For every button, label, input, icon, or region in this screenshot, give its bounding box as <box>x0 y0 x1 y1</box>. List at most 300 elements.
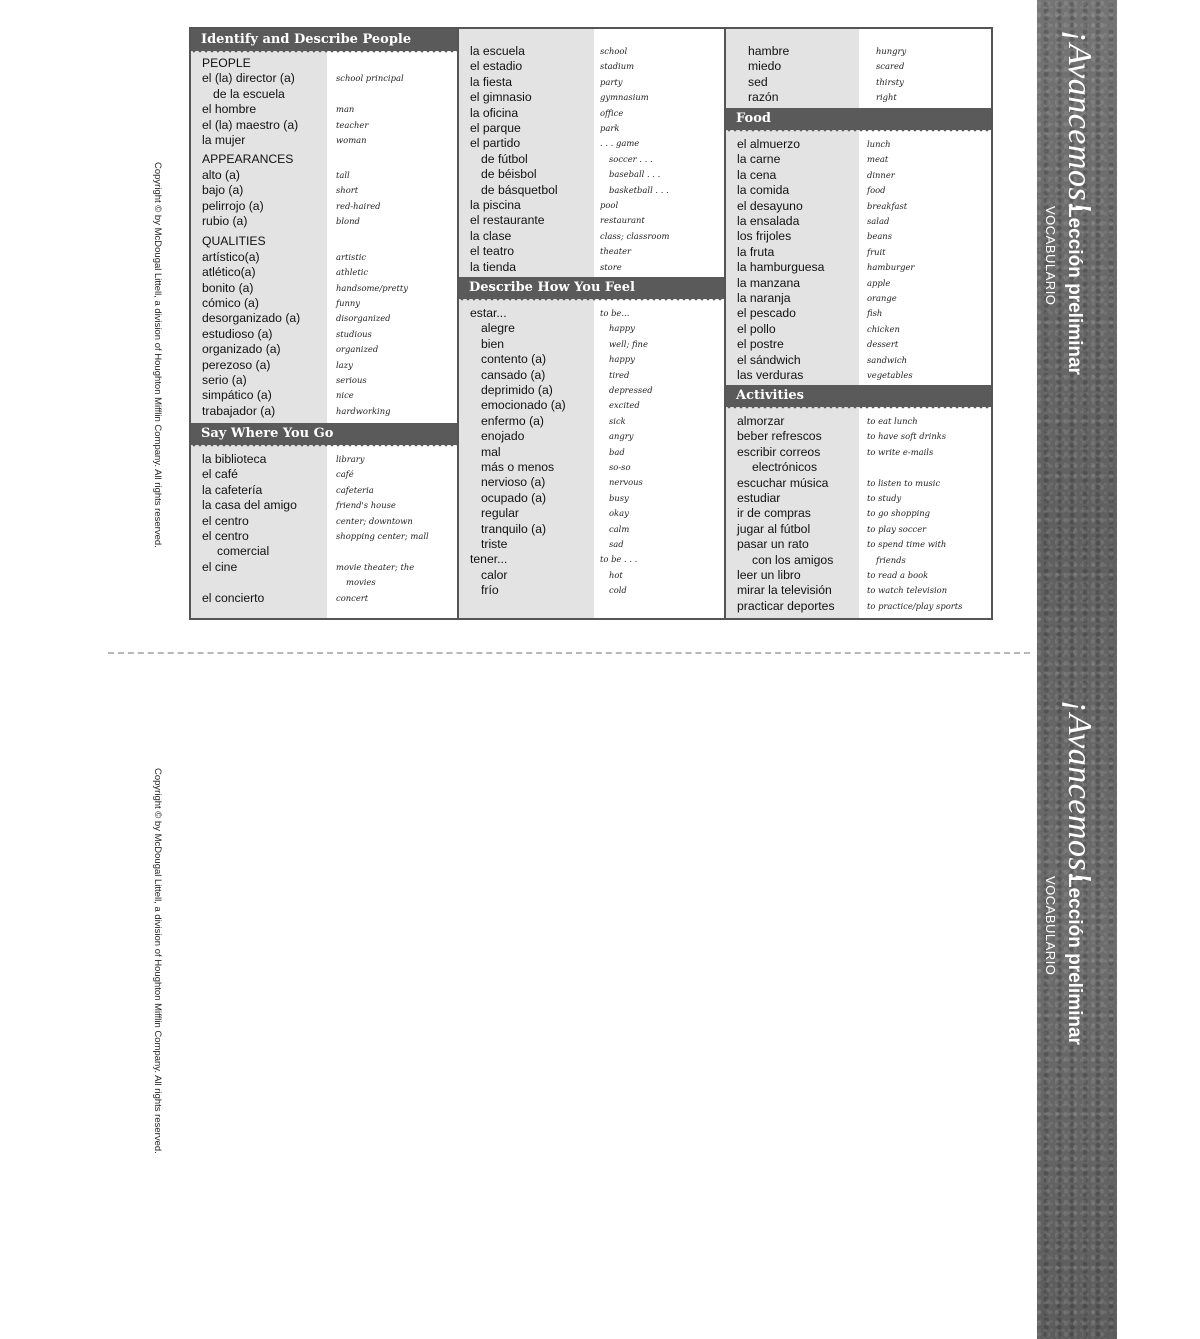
vocab-row <box>459 213 724 228</box>
english-term: to eat lunch <box>867 416 918 426</box>
english-term: to be... <box>600 308 630 318</box>
spanish-term: el almuerzo <box>737 137 800 151</box>
vocab-row <box>726 353 991 368</box>
spanish-term: cansado (a) <box>481 367 546 382</box>
spanish-term: contento (a) <box>481 352 547 367</box>
section-header-food: Food <box>726 108 991 130</box>
spanish-term: regular <box>481 506 519 521</box>
vocab-row <box>459 460 724 475</box>
english-term: store <box>600 261 622 272</box>
english-term: café <box>336 469 354 480</box>
english-term: school principal <box>336 73 404 84</box>
spanish-term: perezoso (a) <box>202 357 271 372</box>
spanish-term: los frijoles <box>737 229 792 244</box>
spanish-term: bonito (a) <box>202 280 254 295</box>
english-term: theater <box>600 246 632 257</box>
english-term: movies <box>346 577 376 588</box>
english-term: right <box>876 92 897 103</box>
english-term: movie theater; the <box>336 561 415 572</box>
spanish-term: el parque <box>470 121 521 135</box>
vocab-row <box>459 522 724 537</box>
spanish-term: la tienda <box>470 259 517 274</box>
spanish-term: de la escuela <box>213 86 285 101</box>
vocab-row <box>459 414 724 429</box>
spanish-term: trabajador (a) <box>202 403 276 418</box>
section-header-say-where-you-go: Say Where You Go <box>191 423 457 445</box>
english-term: well; fine <box>609 338 648 349</box>
vocab-row <box>459 568 724 583</box>
english-term: to write e-mails <box>867 446 934 457</box>
vocab-column-2 <box>459 29 726 618</box>
english-term: disorganized <box>336 313 391 324</box>
lesson-title-top: Lección preliminar <box>1064 206 1085 375</box>
brand-title-bottom: ¡Avancemos! <box>1061 700 1098 884</box>
vocab-row <box>726 537 991 552</box>
english-term: food <box>867 185 886 196</box>
spanish-term: electrónicos <box>752 460 818 475</box>
english-term: friends <box>876 554 906 565</box>
spanish-term: atlético(a) <box>202 265 256 280</box>
vocab-row <box>191 87 457 102</box>
spanish-term: jugar al fútbol <box>737 521 811 536</box>
vocab-row <box>459 475 724 490</box>
brand-title-top: ¡Avancemos! <box>1061 30 1098 214</box>
spanish-term: miedo <box>748 59 782 74</box>
english-term: to practice/play sports <box>867 600 963 611</box>
vocab-row <box>191 281 457 296</box>
vocab-row <box>459 383 724 398</box>
spanish-term: PEOPLE <box>202 56 251 70</box>
english-term: fruit <box>867 246 886 257</box>
english-term: scared <box>876 61 905 72</box>
vocab-row <box>726 229 991 244</box>
vocab-row <box>191 342 457 357</box>
english-term: office <box>600 107 624 118</box>
english-term: fish <box>867 308 883 319</box>
vocab-row <box>191 214 457 229</box>
spanish-term: el partido <box>470 136 521 151</box>
english-term: gymnasium <box>600 92 649 103</box>
vocab-row <box>459 244 724 259</box>
spanish-term: comercial <box>217 544 270 559</box>
english-term: orange <box>867 293 897 303</box>
spanish-term: de fútbol <box>481 151 528 166</box>
vocab-row <box>726 491 991 506</box>
english-term: hungry <box>876 46 907 56</box>
spanish-term: la escuela <box>470 44 525 58</box>
spanish-term: la oficina <box>470 105 519 120</box>
spanish-term: el hombre <box>202 102 257 117</box>
english-term: . . . game <box>600 138 640 149</box>
english-term: happy <box>609 354 635 365</box>
vocab-row <box>191 234 457 249</box>
english-term: park <box>600 123 620 133</box>
vocab-row <box>726 553 991 568</box>
vocab-row <box>459 352 724 367</box>
spanish-term: el pollo <box>737 321 776 336</box>
english-term: to play soccer <box>867 523 927 534</box>
spanish-term: el desayuno <box>737 198 803 213</box>
vocab-row <box>459 183 724 198</box>
section-subtitle-bottom: VOCABULARIO <box>1043 876 1058 976</box>
english-term: class; classroom <box>600 230 670 241</box>
vocab-row <box>459 90 724 105</box>
spanish-term: el estadio <box>470 59 523 74</box>
english-term: hot <box>609 569 623 580</box>
vocab-row <box>191 514 457 529</box>
spanish-term: la ensalada <box>737 214 800 228</box>
section-header-activities: Activities <box>726 385 991 407</box>
spanish-term: la fruta <box>737 244 775 259</box>
spanish-term: calor <box>481 567 508 582</box>
spanish-term: cómico (a) <box>202 296 259 310</box>
spanish-term: desorganizado (a) <box>202 311 301 326</box>
vocab-row <box>459 552 724 567</box>
vocab-row <box>459 398 724 413</box>
spanish-term: de básquetbol <box>481 182 558 197</box>
english-term: apple <box>867 277 891 288</box>
vocab-row <box>726 322 991 337</box>
spanish-term: serio (a) <box>202 373 247 387</box>
vocab-row <box>459 537 724 552</box>
english-term: red-haired <box>336 200 381 211</box>
english-term: excited <box>609 400 640 411</box>
english-term: happy <box>609 323 635 334</box>
vocab-row <box>726 75 991 90</box>
english-term: sick <box>609 415 626 426</box>
spanish-term: ocupado (a) <box>481 490 547 505</box>
vocab-row <box>459 44 724 59</box>
english-term: short <box>336 185 359 196</box>
vocab-row <box>191 296 457 311</box>
spanish-term: con los amigos <box>752 552 834 567</box>
vocab-row <box>726 445 991 460</box>
spanish-term: la naranja <box>737 291 791 305</box>
english-term: chicken <box>867 323 900 334</box>
english-term: okay <box>609 508 629 519</box>
vocab-row <box>191 358 457 373</box>
spanish-term: más o menos <box>481 460 555 474</box>
spanish-term: tener... <box>470 552 508 567</box>
english-term: bad <box>609 446 625 457</box>
vocab-row <box>191 183 457 198</box>
vocab-row <box>726 337 991 352</box>
vocab-row <box>191 483 457 498</box>
english-term: serious <box>336 375 367 385</box>
spanish-term: el postre <box>737 337 784 352</box>
spanish-term: leer un libro <box>737 568 801 582</box>
vocab-row <box>459 491 724 506</box>
vocab-row <box>726 568 991 583</box>
english-term: vegetables <box>867 370 913 380</box>
spanish-term: pasar un rato <box>737 537 809 552</box>
vocab-row <box>191 327 457 342</box>
spanish-term: la clase <box>470 228 512 243</box>
spanish-term: el sándwich <box>737 352 801 367</box>
vocab-row <box>191 250 457 265</box>
spanish-term: estudiar <box>737 491 781 505</box>
english-term: dinner <box>867 169 895 180</box>
spanish-term: razón <box>748 90 779 105</box>
vocab-row <box>191 404 457 419</box>
spanish-term: rubio (a) <box>202 214 248 228</box>
vocab-row <box>726 460 991 475</box>
spanish-term: la casa del amigo <box>202 498 297 513</box>
spanish-term: nervioso (a) <box>481 475 546 490</box>
vocab-row <box>726 214 991 229</box>
english-term: hardworking <box>336 405 391 416</box>
spanish-term: sed <box>748 74 768 89</box>
vocab-row <box>191 452 457 467</box>
english-term: meat <box>867 154 889 165</box>
spanish-term: deprimido (a) <box>481 383 553 397</box>
spanish-term: artístico(a) <box>202 249 260 264</box>
vocab-row <box>726 199 991 214</box>
vocab-row <box>191 152 457 167</box>
vocab-row <box>191 71 457 86</box>
vocab-row <box>459 260 724 275</box>
english-term: man <box>336 104 355 115</box>
vocab-row <box>191 373 457 388</box>
spanish-term: las verduras <box>737 368 804 382</box>
english-term: angry <box>609 431 634 442</box>
vocab-row <box>459 167 724 182</box>
spanish-term: enfermo (a) <box>481 413 544 428</box>
english-term: woman <box>336 135 367 145</box>
spanish-term: el restaurante <box>470 213 545 228</box>
english-term: breakfast <box>867 200 908 211</box>
spanish-term: ir de compras <box>737 506 811 521</box>
spanish-term: organizado (a) <box>202 342 281 357</box>
english-term: artistic <box>336 251 367 262</box>
section-header-describe-how-you-feel: Describe How You Feel <box>459 277 724 299</box>
spanish-term: el (la) maestro (a) <box>202 117 299 132</box>
vocab-row <box>726 59 991 74</box>
vocab-row <box>726 368 991 383</box>
spanish-term: la carne <box>737 152 781 167</box>
spanish-term: la piscina <box>470 198 521 212</box>
spanish-term: enojado <box>481 429 525 444</box>
vocab-row <box>191 168 457 183</box>
english-term: library <box>336 454 365 464</box>
spanish-term: la cafetería <box>202 482 263 497</box>
spanish-term: la manzana <box>737 275 801 290</box>
english-term: to study <box>867 493 902 503</box>
english-term: funny <box>336 298 361 308</box>
spanish-term: practicar deportes <box>737 598 835 613</box>
spanish-term: el gimnasio <box>470 90 532 105</box>
english-term: to listen to music <box>867 477 941 488</box>
vocab-row <box>191 498 457 513</box>
spanish-term: escuchar música <box>737 475 829 490</box>
spanish-term: escribir correos <box>737 444 821 459</box>
vocab-row <box>459 198 724 213</box>
english-term: salad <box>867 216 890 226</box>
english-term: busy <box>609 492 629 503</box>
english-term: handsome/pretty <box>336 282 408 293</box>
vocab-row <box>459 321 724 336</box>
vocab-row <box>459 121 724 136</box>
english-term: hamburger <box>867 262 915 273</box>
vocab-row <box>726 152 991 167</box>
vocab-row <box>726 583 991 598</box>
spanish-term: tranquilo (a) <box>481 521 547 536</box>
vocab-row <box>191 199 457 214</box>
spanish-term: el pescado <box>737 306 796 321</box>
spanish-term: la fiesta <box>470 74 513 89</box>
vocab-row <box>726 168 991 183</box>
vocab-row <box>459 306 724 321</box>
english-term: studious <box>336 328 372 339</box>
vocab-row <box>726 44 991 59</box>
vocab-row <box>726 183 991 198</box>
vocab-row <box>726 414 991 429</box>
english-term: to watch television <box>867 585 948 596</box>
vocab-row <box>191 529 457 544</box>
english-term: nervous <box>609 477 643 488</box>
vocab-row <box>726 306 991 321</box>
vocab-row <box>191 265 457 280</box>
vocab-row <box>459 152 724 167</box>
vocab-row <box>459 337 724 352</box>
spanish-term: hambre <box>748 44 790 58</box>
spanish-term: alegre <box>481 321 515 336</box>
vocab-row <box>459 59 724 74</box>
english-term: party <box>600 76 623 87</box>
spanish-term: emocionado (a) <box>481 398 566 413</box>
vocab-row <box>459 583 724 598</box>
vocab-row <box>459 445 724 460</box>
vocab-row <box>191 560 457 575</box>
spanish-term: de béisbol <box>481 167 537 182</box>
vocab-row <box>459 368 724 383</box>
spanish-term: el centro <box>202 529 249 543</box>
vocab-row <box>726 291 991 306</box>
section-subtitle-top: VOCABULARIO <box>1043 206 1058 306</box>
english-term: to have soft drinks <box>867 431 947 442</box>
vocab-row <box>459 229 724 244</box>
vocab-row <box>459 75 724 90</box>
spanish-term: triste <box>481 537 508 551</box>
vocab-row <box>191 388 457 403</box>
spanish-term: bajo (a) <box>202 183 244 198</box>
spanish-term: la comida <box>737 183 790 198</box>
spanish-term: el café <box>202 467 238 482</box>
english-term: teacher <box>336 119 369 130</box>
vocab-row <box>726 276 991 291</box>
vocab-row <box>191 467 457 482</box>
english-term: lunch <box>867 139 891 149</box>
vocab-row <box>459 136 724 151</box>
spanish-term: almorzar <box>737 414 785 428</box>
english-term: sandwich <box>867 354 907 365</box>
english-term: dessert <box>867 339 899 350</box>
vocabulary-card <box>189 27 993 620</box>
copyright-notice-bottom: Copyright © by McDougal Littell, a division of Houghton Mifflin Company. All rights reserved. <box>152 768 163 1154</box>
vocab-row <box>191 544 457 559</box>
vocab-row <box>726 260 991 275</box>
lesson-title-bottom: Lección preliminar <box>1064 876 1085 1045</box>
english-term: to go shopping <box>867 508 931 519</box>
english-term: basketball . . . <box>609 184 669 195</box>
spanish-term: el concierto <box>202 590 265 605</box>
category-label: APPEARANCES <box>202 152 294 167</box>
english-term: thirsty <box>876 76 904 87</box>
vocab-row <box>726 137 991 152</box>
spanish-term: la cena <box>737 167 777 182</box>
english-term: blond <box>336 216 360 226</box>
english-term: concert <box>336 592 369 603</box>
spanish-term: frío <box>481 583 499 598</box>
english-term: restaurant <box>600 215 645 226</box>
english-term: organized <box>336 344 379 355</box>
english-term: school <box>600 46 628 56</box>
spanish-term: alto (a) <box>202 167 240 182</box>
english-term: shopping center; mall <box>336 531 429 541</box>
english-term: beans <box>867 231 893 242</box>
vocab-row <box>726 429 991 444</box>
english-term: athletic <box>336 267 369 278</box>
english-term: friend's house <box>336 500 396 511</box>
english-term: lazy <box>336 359 353 370</box>
english-term: so-so <box>609 462 631 472</box>
spanish-term: el (la) director (a) <box>202 71 295 86</box>
vocab-row <box>459 106 724 121</box>
spanish-term: mirar la televisión <box>737 583 832 598</box>
english-term: tall <box>336 169 350 180</box>
vocab-row <box>726 476 991 491</box>
category-label: QUALITIES <box>202 234 266 249</box>
spanish-term: pelirrojo (a) <box>202 198 264 213</box>
spanish-term: el teatro <box>470 244 515 259</box>
vocab-row <box>726 90 991 105</box>
english-term: sad <box>609 539 624 549</box>
english-term: tired <box>609 369 630 380</box>
vocab-column-1 <box>191 29 459 618</box>
spanish-term: estar... <box>470 306 507 320</box>
english-term: nice <box>336 390 354 401</box>
english-term: to spend time with <box>867 539 947 550</box>
spanish-term: la mujer <box>202 133 246 147</box>
dashed-cut-line <box>108 652 1030 654</box>
vocab-column-3 <box>726 29 991 618</box>
section-header-identify-people: Identify and Describe People <box>191 29 457 51</box>
vocab-row <box>459 429 724 444</box>
english-term: to read a book <box>867 570 929 580</box>
spanish-term: la biblioteca <box>202 452 267 466</box>
english-term: pool <box>600 200 619 210</box>
english-term: depressed <box>609 385 653 395</box>
vocab-row <box>191 591 457 606</box>
spanish-term: simpático (a) <box>202 388 272 403</box>
vocab-row <box>726 599 991 614</box>
english-term: stadium <box>600 61 635 72</box>
vocab-row <box>726 522 991 537</box>
vocab-row <box>191 102 457 117</box>
english-term: calm <box>609 523 630 534</box>
spanish-term: el centro <box>202 513 249 528</box>
vocab-row <box>726 506 991 521</box>
spanish-term: estudioso (a) <box>202 326 273 341</box>
vocab-row <box>191 311 457 326</box>
spanish-term: el cine <box>202 559 238 574</box>
vocab-row <box>191 133 457 148</box>
spanish-term: mal <box>481 444 501 459</box>
english-term: cafeteria <box>336 484 374 495</box>
vocab-row <box>726 245 991 260</box>
vocab-row <box>191 56 457 71</box>
vocab-row <box>191 118 457 133</box>
